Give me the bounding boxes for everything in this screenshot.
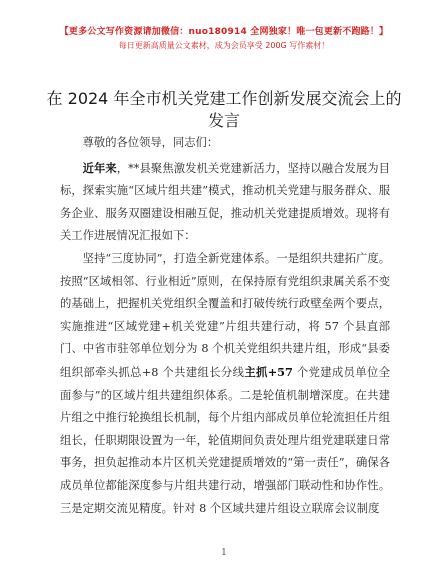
paragraph-section-one: [60, 248, 390, 520]
paragraph-section-one-emphasis: 主抓+57: [244, 364, 293, 379]
paragraph-intro-text: ，**县聚焦激发机关党建新活力，坚持以融合发展为目标，探索实施“区域片组共建”模式，推动机关党建与服务群众、服务企业、服务双圈建设相融互促，推动机关党建提质增效。现将有关工作进展情况汇报如下：: [60, 161, 390, 243]
paragraph-intro-lead: 近年来: [82, 160, 117, 175]
paragraph-section-one-text-2: 个党建成员单位全面参与”的区域片组共建组织体系。二是轮值机制增深度。在共建片组之中推行轮换组长机制，每个片组内部成员单位轮流担任片组组长，任职期限设置为一年，轮值期间负责处理片组党建联建日常事务，担负起推动本片区机关党建提质增效的“第一责任”，确保各成员单位都能深度参与片组共建行动，增强部门联动性和协作性。三是定期交流见精度。针对 8 个区域共建片组设立联席会议制度: [60, 365, 391, 515]
salutation: 尊敬的各位领导，同志们：: [82, 136, 219, 149]
page-number: 1: [221, 548, 227, 558]
document-body: [60, 132, 390, 520]
document-title: 在 2024 年全市机关党建工作创新发展交流会上的发言: [46, 89, 402, 130]
promo-banner-line2: 每日更新高质量公文素材，成为会员享受 200G 写作素材！: [118, 41, 330, 50]
paragraph-section-one-text-1: 坚持“三度协同”，打造全新党建体系。一是组织共建拓广度。按照“区域相邻、行业相近”原则，在保持原有党组织隶属关系不变的基础上，把握机关党组织全覆盖和打破传统行政壁垒两个要点，实施推进“区域党建+机关党建”片组共建行动，将 57 个县直部门、中省市驻邻单位划分为 8 个机关党组织共建片组，形成“县委组织部牵头抓总+8 个共建组长分线: [60, 251, 390, 379]
promo-banner-line1: 【更多公文写作资源请加微信：nuo180914 全网独家！唯一包更新不跑路！】: [59, 27, 389, 37]
paragraph-intro: [60, 157, 390, 248]
